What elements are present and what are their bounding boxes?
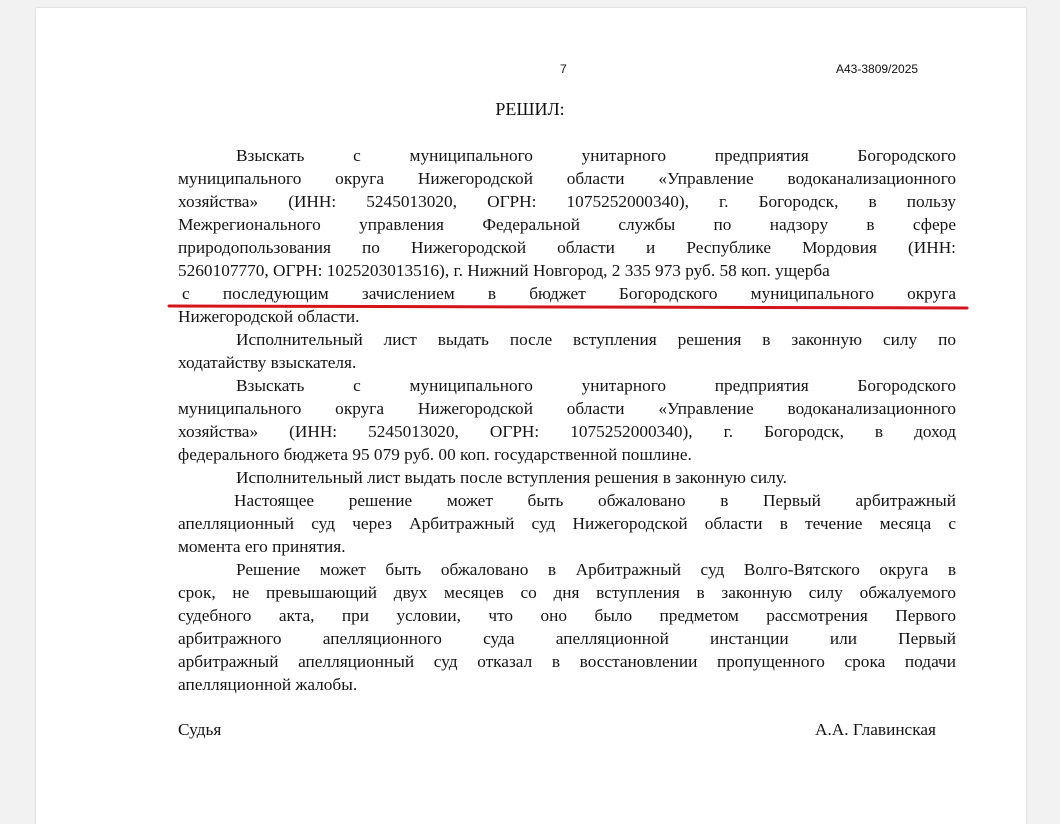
text-line: 5260107770, ОГРН: 1025203013516), г. Нижний Новгород, 2 335 973 руб. 58 коп. ущерба bbox=[178, 261, 830, 280]
resolution-text bbox=[178, 144, 956, 696]
text-line: момента его принятия. bbox=[178, 537, 346, 556]
text-line: хозяйства» (ИНН: 5245013020, ОГРН: 1075252000340), г. Богородск, в доход bbox=[178, 422, 956, 441]
text-line: Решение может быть обжаловано в Арбитражный суд Волго-Вятского округа в bbox=[236, 560, 956, 579]
text-line: апелляционной жалобы. bbox=[178, 675, 358, 694]
paragraph-appeal-cassation bbox=[178, 558, 956, 696]
signature-block bbox=[178, 720, 936, 740]
text-line: Взыскать с муниципального унитарного предприятия Богородского bbox=[236, 146, 956, 165]
paragraph-recovery-damages bbox=[178, 144, 956, 328]
paragraph-appeal-first bbox=[178, 489, 956, 558]
text-line: арбитражный апелляционный суд отказал в восстановлении пропущенного срока подачи bbox=[178, 652, 956, 671]
paragraph-writ-of-execution bbox=[178, 328, 956, 374]
text-line: судебного акта, при условии, что оно было предметом рассмотрения Первого bbox=[178, 606, 956, 625]
text-line: ходатайству взыскателя. bbox=[178, 353, 357, 372]
case-number: А43-3809/2025 bbox=[836, 62, 919, 76]
text-line: федерального бюджета 95 079 руб. 00 коп. государственной пошлине. bbox=[178, 445, 692, 464]
text-line: Исполнительный лист выдать после вступления решения в законную силу. bbox=[236, 468, 787, 487]
text-line: муниципального округа Нижегородской области «Управление водоканализационного bbox=[178, 399, 956, 418]
text-line: муниципального округа Нижегородской области «Управление водоканализационного bbox=[178, 169, 956, 188]
text-line: Настоящее решение может быть обжаловано в Первый арбитражный bbox=[234, 491, 956, 510]
paragraph-writ-issue bbox=[178, 466, 956, 489]
text-line: хозяйства» (ИНН: 5245013020, ОГРН: 1075252000340), г. Богородск, в пользу bbox=[178, 192, 956, 211]
text-line: срок, не превышающий двух месяцев со дня вступления в законную силу обжалуемого bbox=[178, 583, 956, 602]
text-line: арбитражного апелляционного суда апелляционной инстанции или Первый bbox=[178, 629, 956, 648]
page-number: 7 bbox=[560, 62, 567, 76]
text-line: Межрегионального управления Федеральной службы по надзору в сфере bbox=[178, 215, 956, 234]
resolution-heading: РЕШИЛ: bbox=[495, 99, 565, 119]
text-line: Взыскать с муниципального унитарного предприятия Богородского bbox=[236, 376, 956, 395]
text-line: апелляционный суд через Арбитражный суд Нижегородской области в течение месяца с bbox=[178, 514, 956, 533]
paragraph-recovery-duty bbox=[178, 374, 956, 466]
text-line: природопользования по Нижегородской области и Республике Мордовия (ИНН: bbox=[178, 238, 956, 257]
text-line: Нижегородской области. bbox=[178, 307, 360, 326]
text-line: Исполнительный лист выдать после вступления решения в законную силу по bbox=[236, 330, 956, 349]
judge-role: Судья bbox=[178, 720, 222, 739]
judge-name: А.А. Главинская bbox=[815, 720, 936, 739]
text-line-highlighted: с последующим зачислением в бюджет Богородского муниципального округа bbox=[182, 284, 956, 303]
